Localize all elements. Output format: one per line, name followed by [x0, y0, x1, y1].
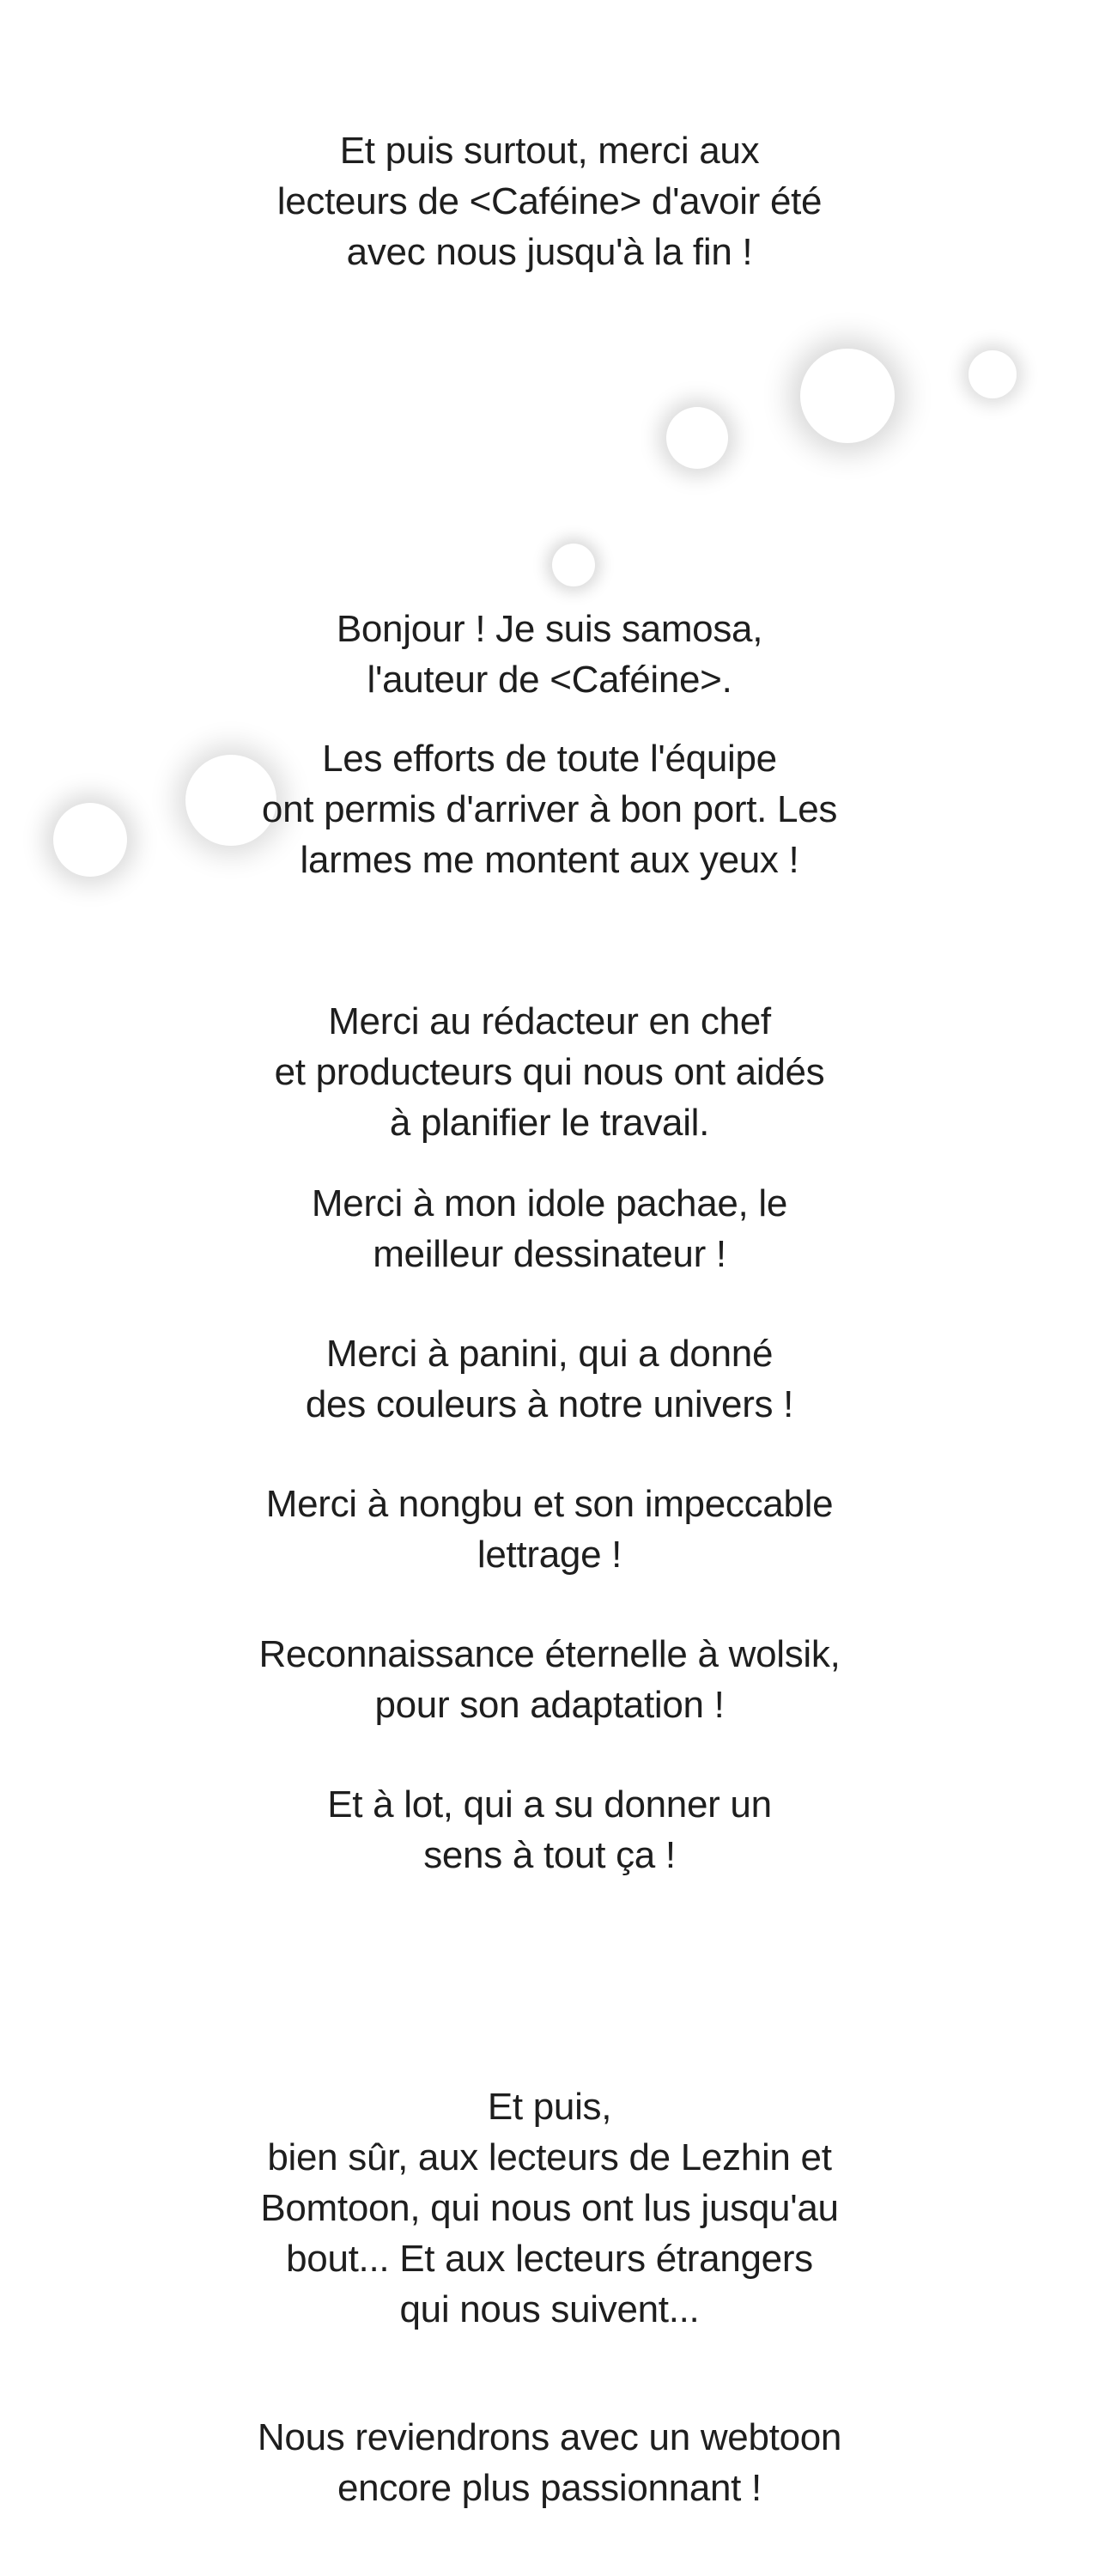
thanks-nongbu-text: Merci à nongbu et son impeccable lettrage ! [265, 1483, 834, 1576]
bubble-small-right [968, 350, 1017, 398]
thanks-wolsik-text: Reconnaissance éternelle à wolsik, pour son adaptation ! [258, 1633, 841, 1726]
bubble-left-medium [53, 803, 127, 877]
bubble-large [800, 349, 895, 443]
team-efforts-text: Les efforts de toute l'équipe ont permis d'arriver à bon port. Les larmes me montent aux yeux ! [261, 738, 838, 881]
author-greeting: Bonjour ! Je suis samosa, l'auteur de <Caféine>. [336, 608, 763, 701]
thanks-pachae-text: Merci à mon idole pachae, le meilleur dessinateur ! [311, 1182, 788, 1275]
thanks-all-readers-text: Et puis, bien sûr, aux lecteurs de Lezhin et Bomtoon, qui nous ont lus jusqu'au bout... Et aux lecteurs étrangers qui nous suivent... [260, 2086, 839, 2330]
thanks-lot-text: Et à lot, qui a su donner un sens à tout ça ! [327, 1783, 772, 1876]
thanks-editor-text: Merci au rédacteur en chef et producteurs qui nous ont aidés à planifier le travail. [274, 1000, 825, 1144]
thanks-panini-text: Merci à panini, qui a donné des couleurs à notre univers ! [305, 1333, 794, 1425]
thanks-readers-cafeine: Et puis surtout, merci aux lecteurs de <Caféine> d'avoir été avec nous jusqu'à la fin ! [276, 130, 823, 273]
bubble-medium [666, 407, 728, 469]
bubble-tiny [552, 544, 595, 586]
closing-text: Nous reviendrons avec un webtoon encore plus passionnant ! [257, 2416, 842, 2509]
